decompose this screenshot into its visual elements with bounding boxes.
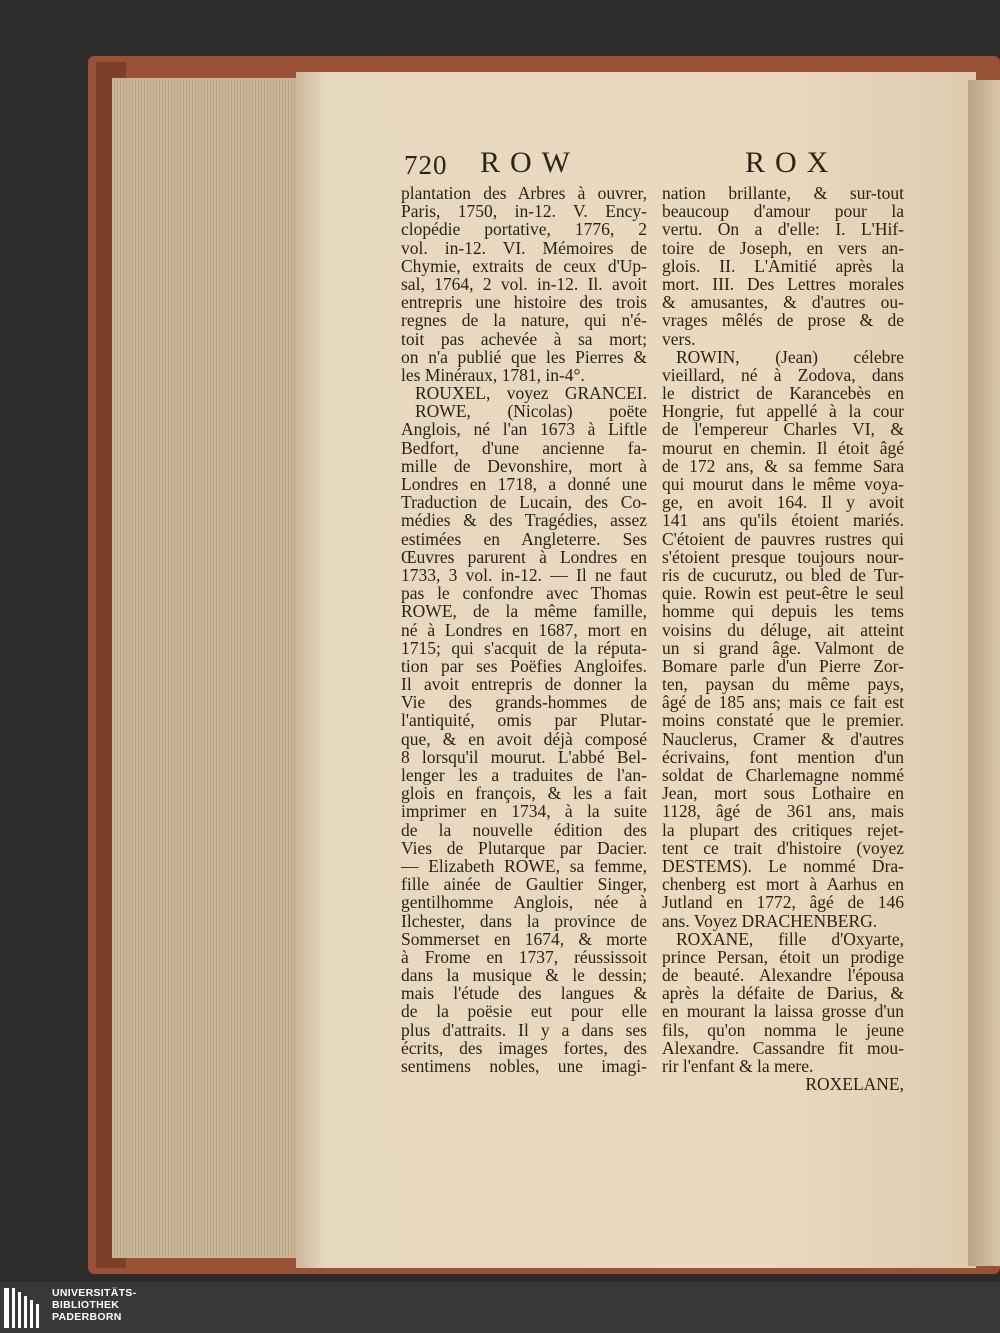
- text-line: moins constaté que le premier.: [662, 710, 904, 731]
- text-line: mille de Devonshire, mort à: [401, 455, 647, 476]
- text-line: ROXELANE,: [805, 1074, 904, 1095]
- text-line: Bedfort, d'une ancienne fa-: [401, 437, 647, 458]
- running-head-right: ROX: [745, 146, 839, 179]
- text-line: tent ce trait d'histoire (voyez: [662, 837, 904, 858]
- text-line: Vies de Plutarque par Dacier.: [401, 837, 647, 858]
- text-line: tion par ses Poëfies Angloifes.: [401, 655, 647, 676]
- text-line: plantation des Arbres à ouvrer,: [401, 183, 647, 203]
- text-line: toire de Joseph, en vers an-: [662, 237, 904, 258]
- text-line: de la nouvelle édition des: [401, 819, 647, 840]
- text-line: fille ainée de Gaultier Singer,: [401, 874, 647, 895]
- text-line: vertu. On a d'elle: I. L'Hif-: [662, 219, 904, 240]
- text-line: de beauté. Alexandre l'épousa: [662, 965, 904, 986]
- text-line: que, & en avoit déjà composé: [401, 728, 647, 749]
- text-line: — Elizabeth ROWE, sa femme,: [401, 855, 647, 876]
- text-line: qui mourut dans le même voya-: [662, 474, 904, 494]
- text-line: après la défaite de Darius, &: [662, 983, 904, 1004]
- text-line: né à Londres en 1687, mort en: [401, 619, 647, 640]
- text-line: les Minéraux, 1781, in-4°.: [401, 364, 585, 385]
- text-line: ris de cucurutz, ou bled de Tur-: [662, 564, 904, 585]
- text-line: Il avoit entrepris de donner la: [401, 674, 647, 695]
- page-edges: [112, 78, 310, 1258]
- text-line: âgé de 185 ans; mais ce fait est: [662, 692, 904, 713]
- text-line: un si grand âge. Valmont de: [662, 637, 904, 658]
- running-head-left: ROW: [480, 146, 580, 179]
- text-line: glois en françois, & les a fait: [401, 783, 647, 804]
- text-line: nation brillante, & sur-tout: [662, 183, 904, 203]
- text-line: 1128, âgé de 361 ans, mais: [662, 801, 904, 822]
- text-line: mourut en chemin. Il étoit âgé: [662, 437, 904, 458]
- text-line: écrivains, font mention d'un: [662, 746, 904, 767]
- text-line: sentimens nobles, une imagi-: [401, 1056, 647, 1076]
- text-line: fils, qu'on nomma le jeune: [662, 1019, 904, 1040]
- text-line: ge, en avoit 164. Il y avoit: [662, 492, 904, 513]
- text-line: s'étoient presque toujours nour-: [662, 546, 904, 567]
- text-line: 8 lorsqu'il mourut. L'abbé Bel-: [401, 746, 647, 767]
- text-line: imprimer en 1734, à la suite: [401, 801, 647, 822]
- text-line: ROWIN, (Jean) célebre: [676, 346, 904, 367]
- text-line: vieillard, né à Zodova, dans: [662, 364, 904, 385]
- text-line: gentilhomme Anglois, née à: [401, 892, 647, 913]
- text-line: Chymie, extraits de ceux d'Up-: [401, 255, 647, 276]
- text-line: Anglois, né l'an 1673 à Liftle: [401, 419, 647, 440]
- text-line: 1733, 3 vol. in-12. — Il ne faut: [401, 564, 647, 585]
- text-line: Ilchester, dans la province de: [401, 910, 647, 931]
- text-line: en mourant la laissa grosse d'un: [662, 1001, 904, 1022]
- text-line: Sommerset en 1674, & morte: [401, 928, 647, 949]
- text-line: de la poësie eut pour elle: [401, 1001, 647, 1022]
- text-line: pas le confondre avec Thomas: [401, 583, 647, 604]
- text-line: Bomare parle d'un Pierre Zor-: [662, 655, 904, 676]
- facing-page-edge: [968, 80, 1000, 1266]
- text-line: plus d'attraits. Il y a dans ses: [401, 1019, 647, 1040]
- text-line: le district de Karancebès en: [662, 383, 904, 404]
- page-number: 720: [404, 150, 448, 180]
- text-line: ROWE, (Nicolas) poëte: [415, 401, 647, 422]
- text-line: Nauclerus, Cramer & d'autres: [662, 728, 904, 749]
- text-line: médies & des Tragédies, assez: [401, 510, 647, 531]
- library-name-line-3: PADERBORN: [52, 1311, 122, 1323]
- text-line: la plupart des critiques rejet-: [662, 819, 904, 840]
- text-line: toit pas achevée à sa mort;: [401, 328, 647, 349]
- text-line: on n'a publié que les Pierres &: [401, 346, 647, 367]
- text-line: estimées en Angleterre. Ses: [401, 528, 647, 549]
- text-line: voisins du déluge, ait atteint: [662, 619, 904, 640]
- text-line: ROXANE, fille d'Oxyarte,: [676, 928, 904, 949]
- text-line: ROWE, de la même famille,: [401, 601, 647, 622]
- text-line: & amusantes, & d'autres ou-: [662, 292, 904, 313]
- text-line: sal, 1764, 2 vol. in-12. Il. avoit: [401, 273, 647, 294]
- text-column-left: [401, 184, 647, 1075]
- text-line: Vie des grands-hommes de: [401, 692, 647, 713]
- library-name-line-1: UNIVERSITÄTS-: [52, 1287, 137, 1299]
- text-line: Hongrie, fut appellé à la cour: [662, 401, 904, 422]
- text-line: Jean, mort sous Lothaire en: [662, 783, 904, 804]
- text-line: vrages mêlés de prose & de: [662, 310, 904, 331]
- text-line: soldat de Charlemagne nommé: [662, 765, 904, 785]
- text-line: homme qui depuis les tems: [662, 601, 904, 622]
- text-line: beaucoup d'amour pour la: [662, 201, 904, 222]
- text-line: vers.: [662, 328, 696, 349]
- text-line: dans la musique & le dessin;: [401, 965, 647, 986]
- text-line: écrits, des images fortes, des: [401, 1037, 647, 1058]
- text-line: ten, paysan du même pays,: [662, 674, 904, 695]
- text-line: Jutland en 1772, âgé de 146: [662, 892, 904, 913]
- text-line: chenberg est mort à Aarhus en: [662, 874, 904, 895]
- text-line: mais l'étude des langues &: [401, 983, 647, 1004]
- text-line: ROUXEL, voyez GRANCEI.: [415, 383, 647, 404]
- text-line: de l'empereur Charles VI, &: [662, 419, 904, 440]
- text-line: Alexandre. Cassandre fit mou-: [662, 1037, 904, 1058]
- text-line: vol. in-12. VI. Mémoires de: [401, 237, 647, 258]
- footer-bar: [0, 1282, 1000, 1333]
- text-column-right: [662, 184, 904, 1093]
- library-logo-icon: [4, 1286, 46, 1330]
- text-line: Paris, 1750, in-12. V. Ency-: [401, 201, 647, 222]
- text-line: prince Persan, étoit un prodige: [662, 946, 904, 967]
- text-line: lenger les a traduites de l'an-: [401, 765, 647, 785]
- text-line: entrepris une histoire des trois: [401, 292, 647, 313]
- text-line: mort. III. Des Lettres morales: [662, 273, 904, 294]
- text-line: rir l'enfant & la mere.: [662, 1056, 814, 1076]
- text-line: à Frome en 1737, réussissoit: [401, 946, 647, 967]
- text-line: 1715; qui s'acquit de la réputa-: [401, 637, 647, 658]
- text-line: regnes de la nature, qui n'é-: [401, 310, 647, 331]
- text-line: C'étoient de pauvres rustres qui: [662, 528, 904, 549]
- text-line: 141 ans qu'ils étoient mariés.: [662, 510, 904, 531]
- text-line: quie. Rowin est peut-être le seul: [662, 583, 904, 604]
- text-line: clopédie portative, 1776, 2: [401, 219, 647, 240]
- text-line: de 172 ans, & sa femme Sara: [662, 455, 904, 476]
- text-line: Londres en 1718, a donné une: [401, 474, 647, 494]
- text-line: ans. Voyez DRACHENBERG.: [662, 910, 878, 931]
- text-line: l'antiquité, omis par Plutar-: [401, 710, 647, 731]
- text-line: glois. II. L'Amitié après la: [662, 255, 904, 276]
- text-line: DESTEMS). Le nommé Dra-: [662, 855, 904, 876]
- text-line: Œuvres parurent à Londres en: [401, 546, 647, 567]
- library-name-line-2: BIBLIOTHEK: [52, 1299, 120, 1311]
- text-line: Traduction de Lucain, des Co-: [401, 492, 647, 513]
